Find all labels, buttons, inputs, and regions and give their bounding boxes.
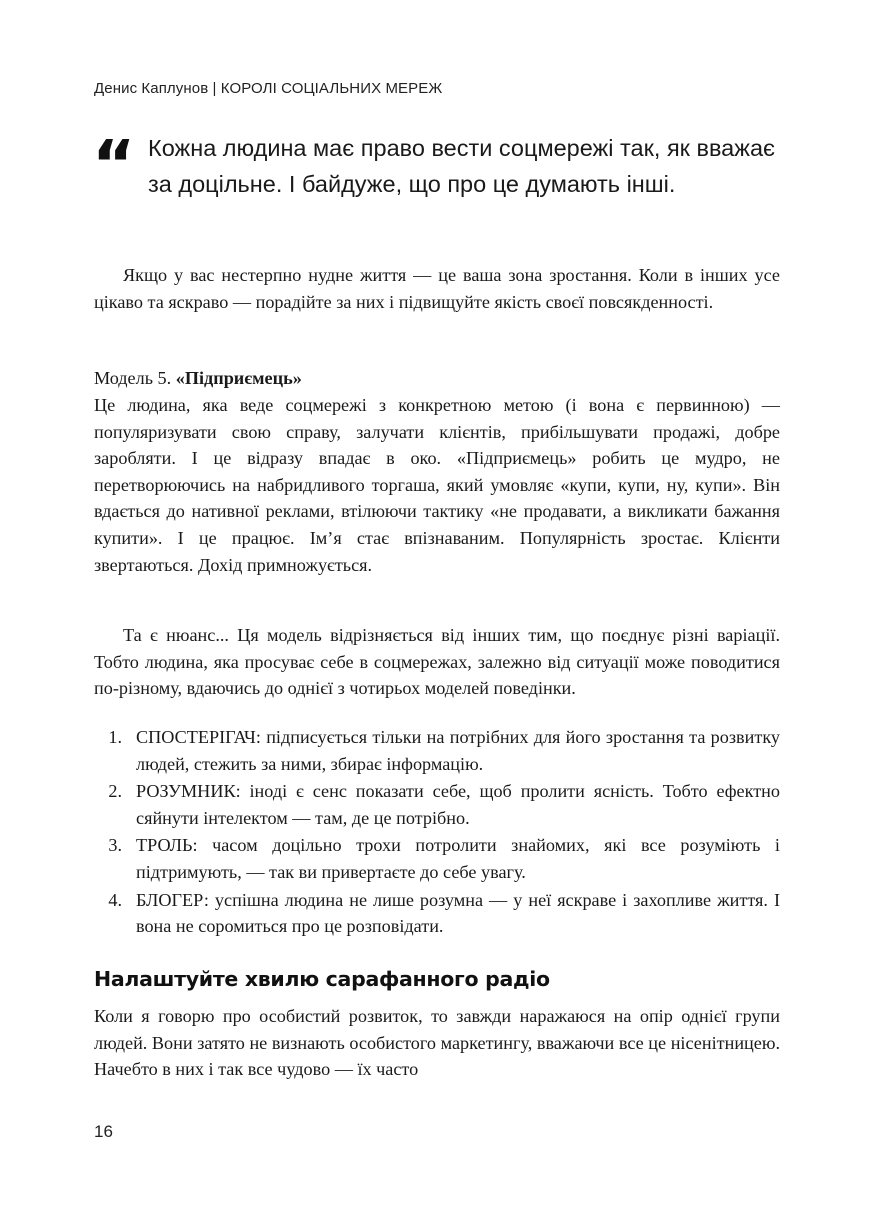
- paragraph-2: Та є нюанс... Ця модель відрізняється від інших тим, що поєднує різні варіації. Тобто людина, яка просуває себе в соцмережах, залежно від ситуації може поводитися по-різному, вдаючись до однієї з чотирьох моделей поведінки.: [94, 625, 780, 699]
- list-item-number: 4.: [108, 889, 122, 910]
- list-item: [94, 832, 780, 885]
- page-number: 16: [94, 1122, 113, 1141]
- model-title: [94, 365, 780, 392]
- list-item-text: БЛОГЕР: успішна людина не лише розумна — у неї яскраве і захопливе життя. І вона не соромиться про це розповідати.: [136, 889, 780, 937]
- paragraph-1: Якщо у вас нестерпно нудне життя — це ваша зона зростання. Коли в інших усе цікаво та яскраво — порадійте за них і підвищуйте якість своєї повсякденності.: [94, 265, 780, 312]
- section-paragraph: Коли я говорю про особистий розвиток, то завжди наражаюся на опір однієї групи людей. Вони затято не визнають особистого маркетингу, вважаючи все це нісенітницею. Начебто в них і так все чудово — їх часто: [94, 1006, 780, 1080]
- running-head: Денис Каплунов | КОРОЛІ СОЦІАЛЬНИХ МЕРЕЖ: [94, 80, 443, 97]
- behavior-model-list: [94, 724, 780, 941]
- quote-mark-icon: “: [92, 126, 136, 203]
- section-heading: Налаштуйте хвилю сарафанного радіо: [94, 967, 550, 991]
- list-item: [94, 887, 780, 940]
- list-item-text: СПОСТЕРІГАЧ: підписується тільки на потрібних для його зростання та розвитку людей, стежить за ними, збирає інформацію.: [136, 727, 780, 774]
- model-label: Модель 5.: [94, 368, 176, 388]
- model-name: «Підприємець»: [175, 368, 302, 388]
- model-description: Це людина, яка веде соцмережі з конкретною метою (і вона є первинною) — популяризувати свою справу, залучати клієнтів, прибільшувати продажі, добре заробляти. І це відразу впадає в око. «Підприємець» робить це мудро, не перетворюючись на набридливого торгаша, який умовляє «купи, купи, ну, купи». Він вдається до нативної реклами, втілюючи тактику «не продавати, а викликати бажання купити». І це працює. Ім’я стає впізнаваним. Популярність зростає. Клієнти звертаються. Дохід примножується.: [94, 395, 780, 575]
- list-item-text: РОЗУМНИК: іноді є сенс показати себе, щоб пролити ясність. Тобто ефектно сяйнути інтелектом — там, де це потрібно.: [136, 781, 780, 828]
- pullquote-text: Кожна людина має право вести соцмережі так, як вважає за доцільне. І байдуже, що про це думають інші.: [148, 135, 776, 197]
- list-item: [94, 778, 780, 831]
- list-item-number: 1.: [108, 727, 122, 747]
- list-item-text: ТРОЛЬ: часом доцільно трохи потролити знайомих, які все розуміють і підтримують, — так ви привертаєте до себе увагу.: [136, 835, 780, 882]
- list-item: [94, 724, 780, 777]
- list-item-number: 2.: [108, 781, 122, 802]
- list-item-number: 3.: [108, 835, 122, 856]
